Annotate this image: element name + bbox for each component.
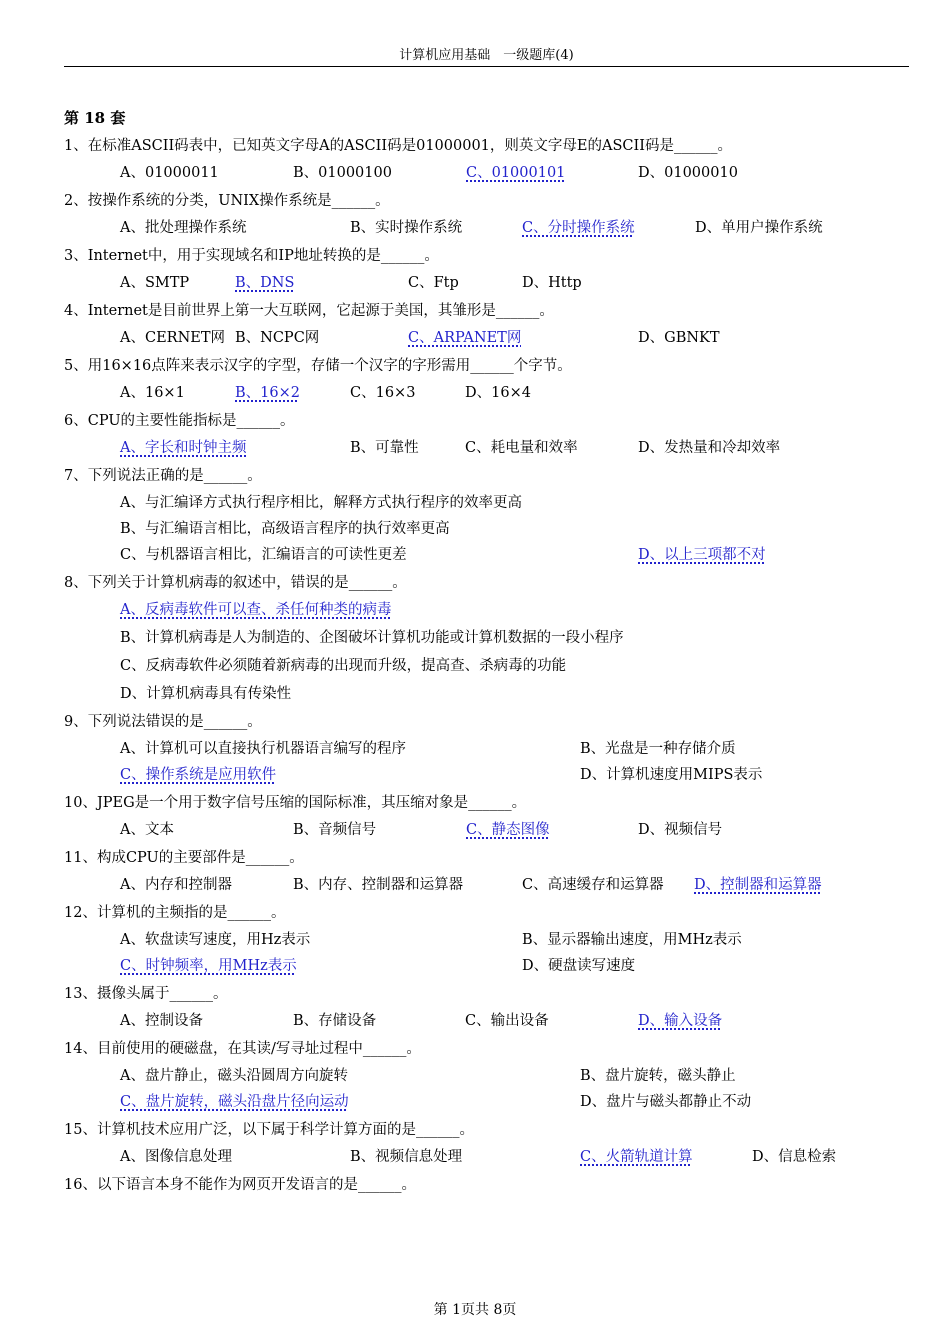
- options-row: [120, 163, 909, 185]
- options-row: [120, 493, 909, 515]
- option-a: A、盘片静止，磁头沿圆周方向旋转: [120, 1068, 348, 1084]
- options-row: [120, 739, 909, 761]
- option-a: A、内存和控制器: [120, 877, 232, 893]
- option-c: C、与机器语言相比，汇编语言的可读性更差: [120, 547, 407, 563]
- option-c: C、耗电量和效率: [465, 440, 578, 456]
- question-stem: 3、Internet中，用于实现域名和IP地址转换的是______。: [64, 248, 439, 264]
- option-b: B、计算机病毒是人为制造的、企图破坏计算机功能或计算机数据的一段小程序: [120, 630, 624, 646]
- option-a-answer: A、反病毒软件可以查、杀任何种类的病毒: [120, 602, 392, 618]
- question-stem: 8、下列关于计算机病毒的叙述中，错误的是______。: [64, 575, 407, 591]
- option-b: B、存储设备: [293, 1013, 377, 1029]
- option-b: B、与汇编语言相比，高级语言程序的执行效率更高: [120, 521, 450, 537]
- options-row: [120, 1066, 909, 1088]
- options-row: [120, 684, 909, 706]
- question-stem: 9、下列说法错误的是______。: [64, 714, 262, 730]
- option-d: D、GBNKT: [638, 330, 720, 346]
- option-a: A、与汇编译方式执行程序相比，解释方式执行程序的效率更高: [120, 495, 522, 511]
- options-row: [120, 600, 909, 622]
- option-b: B、可靠性: [350, 440, 419, 456]
- question-stem: 5、用16×16点阵来表示汉字的字型，存储一个汉字的字形需用______个字节。: [64, 358, 572, 374]
- page-header: 计算机应用基础 一级题库(4): [399, 48, 574, 63]
- option-d: D、计算机病毒具有传染性: [120, 686, 292, 702]
- question-list: [64, 136, 909, 1202]
- option-c-answer: C、分时操作系统: [522, 220, 635, 236]
- question-stem: 7、下列说法正确的是______。: [64, 468, 262, 484]
- options-row: [120, 273, 909, 295]
- option-b: B、内存、控制器和运算器: [293, 877, 464, 893]
- question-stem: 6、CPU的主要性能指标是______。: [64, 413, 295, 429]
- option-c: C、高速缓存和运算器: [522, 877, 664, 893]
- option-c: C、反病毒软件必须随着新病毒的出现而升级，提高查、杀病毒的功能: [120, 658, 567, 674]
- options-row: [120, 1147, 909, 1169]
- options-row: [120, 956, 909, 978]
- options-row: [120, 628, 909, 650]
- option-d-answer: D、以上三项都不对: [638, 547, 766, 563]
- question-stem: 16、以下语言本身不能作为网页开发语言的是______。: [64, 1177, 416, 1193]
- option-c: C、16×3: [350, 385, 416, 401]
- option-b: B、实时操作系统: [350, 220, 463, 236]
- option-a: A、01000011: [120, 165, 219, 181]
- option-b: B、音频信号: [293, 822, 377, 838]
- option-b-answer: B、16×2: [235, 385, 300, 401]
- option-a: A、文本: [120, 822, 174, 838]
- option-a: A、CERNET网: [120, 330, 226, 346]
- set-title: 第 18 套: [64, 109, 126, 127]
- options-row: [120, 875, 909, 897]
- option-a: A、计算机可以直接执行机器语言编写的程序: [120, 741, 406, 757]
- option-b: B、显示器输出速度，用MHz表示: [522, 932, 742, 948]
- option-b: B、视频信息处理: [350, 1149, 463, 1165]
- question-stem: 12、计算机的主频指的是______。: [64, 905, 286, 921]
- option-d: D、Http: [522, 275, 582, 291]
- options-row: [120, 930, 909, 952]
- options-row: [120, 218, 909, 240]
- header-divider: [64, 66, 909, 67]
- question-stem: 11、构成CPU的主要部件是______。: [64, 850, 304, 866]
- question-stem: 10、JPEG是一个用于数字信号压缩的国际标准，其压缩对象是______。: [64, 795, 527, 811]
- option-c-answer: C、时钟频率，用MHz表示: [120, 958, 297, 974]
- question-stem: 13、摄像头属于______。: [64, 986, 228, 1002]
- options-row: [120, 820, 909, 842]
- option-a: A、软盘读写速度，用Hz表示: [120, 932, 311, 948]
- option-b: B、光盘是一种存储介质: [580, 741, 736, 757]
- options-row: [120, 545, 909, 567]
- option-d: D、盘片与磁头都静止不动: [580, 1094, 752, 1110]
- question-stem: 1、在标准ASCII码表中，已知英文字母A的ASCII码是01000001，则英文字母E的ASCII码是______。: [64, 138, 732, 154]
- option-b: B、01000100: [293, 165, 392, 181]
- options-row: [120, 438, 909, 460]
- option-a: A、SMTP: [120, 275, 190, 291]
- options-row: [120, 1011, 909, 1033]
- option-d: D、计算机速度用MIPS表示: [580, 767, 763, 783]
- options-row: [120, 383, 909, 405]
- options-row: [120, 1092, 909, 1114]
- option-c-answer: C、盘片旋转，磁头沿盘片径向运动: [120, 1094, 349, 1110]
- options-row: [120, 519, 909, 541]
- option-c-answer: C、操作系统是应用软件: [120, 767, 277, 783]
- option-c-answer: C、静态图像: [466, 822, 550, 838]
- option-a: A、16×1: [120, 385, 185, 401]
- question-stem: 15、计算机技术应用广泛，以下属于科学计算方面的是______。: [64, 1122, 474, 1138]
- option-d: D、信息检索: [752, 1149, 837, 1165]
- question-stem: 2、按操作系统的分类，UNIX操作系统是______。: [64, 193, 390, 209]
- option-d: D、发热量和冷却效率: [638, 440, 781, 456]
- page-footer: 第 1页共 8页: [433, 1302, 517, 1318]
- option-a: A、批处理操作系统: [120, 220, 247, 236]
- option-c-answer: C、火箭轨道计算: [580, 1149, 693, 1165]
- options-row: [120, 765, 909, 787]
- option-c-answer: C、01000101: [466, 165, 566, 181]
- option-d: D、单用户操作系统: [695, 220, 823, 236]
- option-d: D、视频信号: [638, 822, 723, 838]
- option-d: D、01000010: [638, 165, 738, 181]
- option-c-answer: C、ARPANET网: [408, 330, 522, 346]
- options-row: [120, 328, 909, 350]
- option-d: D、硬盘读写速度: [522, 958, 636, 974]
- option-c: C、输出设备: [465, 1013, 549, 1029]
- option-a: A、控制设备: [120, 1013, 203, 1029]
- option-d: D、16×4: [465, 385, 531, 401]
- option-d-answer: D、输入设备: [638, 1013, 723, 1029]
- option-c: C、Ftp: [408, 275, 459, 291]
- options-row: [120, 656, 909, 678]
- option-b: B、盘片旋转，磁头静止: [580, 1068, 736, 1084]
- question-stem: 14、目前使用的硬磁盘，在其读/写寻址过程中______。: [64, 1041, 421, 1057]
- option-a: A、图像信息处理: [120, 1149, 232, 1165]
- option-a-answer: A、字长和时钟主频: [120, 440, 247, 456]
- option-b: B、NCPC网: [235, 330, 320, 346]
- option-d-answer: D、控制器和运算器: [694, 877, 822, 893]
- question-stem: 4、Internet是目前世界上第一大互联网，它起源于美国，其雏形是______。: [64, 303, 554, 319]
- option-b-answer: B、DNS: [235, 275, 295, 291]
